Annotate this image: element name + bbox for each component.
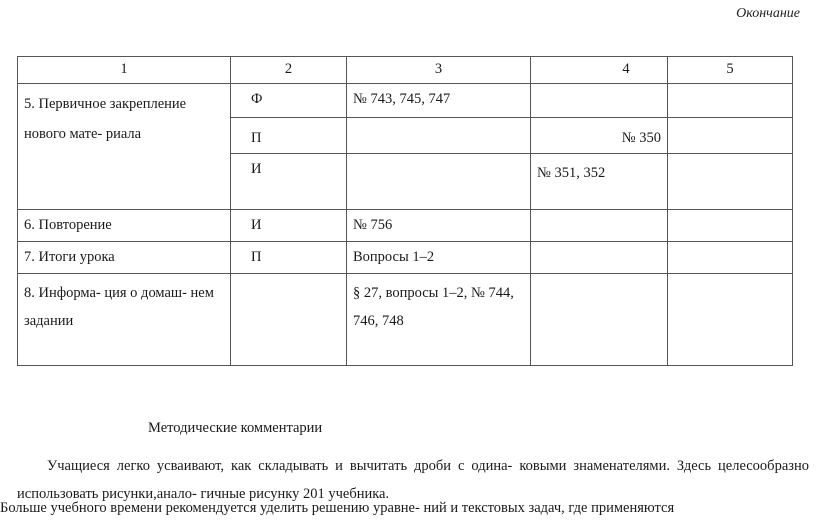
empty-cell <box>668 154 793 210</box>
form-cell: П <box>231 242 347 274</box>
column-header: 1 <box>18 57 231 84</box>
stage-cell: 7. Итоги урока <box>18 242 231 274</box>
table-row <box>18 274 793 366</box>
content-cell <box>347 154 531 210</box>
column-header: 5 <box>668 57 793 84</box>
stage-cell: 8. Информа- ция о домаш- нем задании <box>18 274 231 366</box>
content-cell <box>531 274 668 366</box>
column-header: 4 <box>531 57 668 84</box>
empty-cell <box>668 210 793 242</box>
empty-cell <box>668 242 793 274</box>
table-header-row <box>18 57 793 84</box>
content-cell <box>531 84 668 118</box>
content-cell: § 27, вопросы 1–2, № 744, 746, 748 <box>347 274 531 366</box>
table-row <box>18 210 793 242</box>
lesson-plan-table <box>17 56 793 366</box>
empty-cell <box>668 274 793 366</box>
content-cell <box>347 118 531 154</box>
comments-paragraph: Учащиеся легко усваивают, как складывать и вычитать дроби с одина- ковыми знаменателями. Здесь целесообразно использовать рисунки,анало- гичные рисунку 201 учебника. <box>17 458 809 502</box>
form-cell <box>231 274 347 366</box>
content-cell: № 743, 745, 747 <box>347 84 531 118</box>
content-cell: № 351, 352 <box>531 154 668 210</box>
form-cell: Ф <box>231 84 347 118</box>
form-cell: И <box>231 210 347 242</box>
comments-paragraph: Больше учебного времени рекомендуется уделить решению уравне- ний и текстовых задач, где применяются <box>0 500 675 516</box>
content-cell: Вопросы 1–2 <box>347 242 531 274</box>
content-cell <box>531 210 668 242</box>
empty-cell <box>668 84 793 118</box>
comments-heading: Методические комментарии <box>148 420 323 436</box>
empty-cell <box>668 118 793 154</box>
continuation-label: Окончание <box>736 6 800 21</box>
stage-cell: 5. Первичное закрепление нового мате- риала <box>18 84 231 210</box>
content-cell <box>531 242 668 274</box>
column-header: 2 <box>231 57 347 84</box>
form-cell: П <box>231 118 347 154</box>
content-cell: № 756 <box>347 210 531 242</box>
table-row <box>18 84 793 118</box>
stage-cell: 6. Повторение <box>18 210 231 242</box>
form-cell: И <box>231 154 347 210</box>
table-row <box>18 242 793 274</box>
content-cell: № 350 <box>531 118 668 154</box>
column-header: 3 <box>347 57 531 84</box>
